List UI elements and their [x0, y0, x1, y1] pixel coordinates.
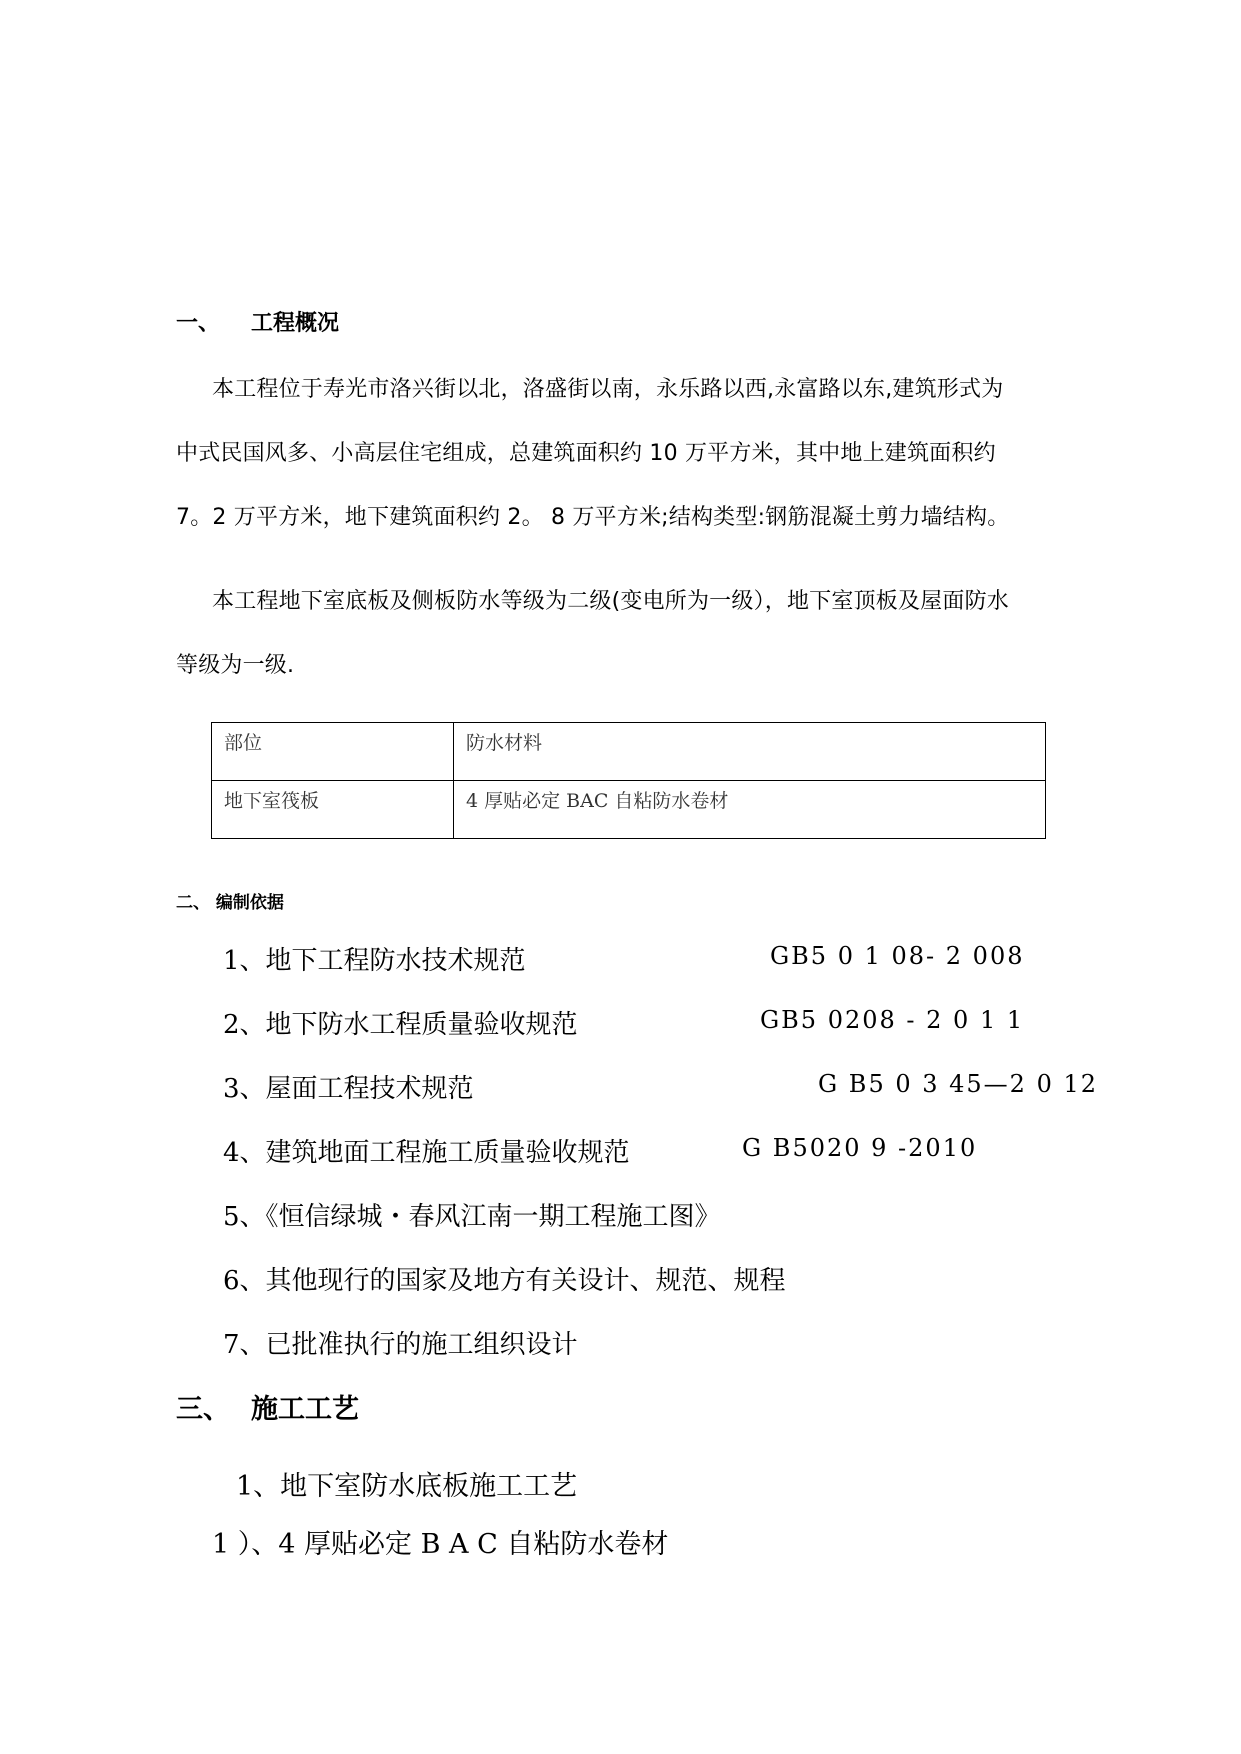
section2-title: 二、 编制依据 — [176, 893, 284, 913]
reference-item-code: GB5 0 1 08- 2 008 — [770, 942, 1025, 970]
paragraph2-line2: 等级为一级. — [176, 653, 295, 678]
paragraph1-line1: 本工程位于寿光市洛兴街以北，洛盛街以南，永乐路以西,永富路以东,建筑形式为 — [212, 377, 1004, 402]
table-header-row — [212, 723, 1046, 781]
step-heading: 1、地下室防水底板施工工艺 — [236, 1471, 578, 1502]
section3-number: 三、 — [176, 1394, 230, 1425]
table-row — [212, 781, 1046, 839]
reference-item-label: 4、建筑地面工程施工质量验收规范 — [223, 1138, 630, 1168]
table-header-cell: 部位 — [212, 723, 454, 781]
table-cell: 地下室筏板 — [212, 781, 454, 839]
reference-item-code: G B5020 9 -2010 — [742, 1134, 978, 1162]
reference-item-label: 7、已批准执行的施工组织设计 — [223, 1330, 578, 1360]
paragraph1-line3: 7。2 万平方米，地下建筑面积约 2。 8 万平方米;结构类型:钢筋混凝土剪力墙结构。 — [176, 505, 1010, 530]
reference-item-label: 6、其他现行的国家及地方有关设计、规范、规程 — [223, 1266, 786, 1296]
step-subheading: 1 ）、4 厚贴必定 B A C 自粘防水卷材 — [212, 1529, 669, 1560]
section3-title: 施工工艺 — [251, 1394, 359, 1425]
reference-item-label: 1、地下工程防水技术规范 — [223, 946, 526, 976]
paragraph2-line1: 本工程地下室底板及侧板防水等级为二级(变电所为一级），地下室顶板及屋面防水 — [212, 589, 1009, 614]
reference-item-label: 5、《恒信绿城・春风江南一期工程施工图》 — [223, 1202, 721, 1232]
table-header-cell: 防水材料 — [454, 723, 1046, 781]
waterproof-material-table — [211, 722, 1046, 839]
paragraph1-line2: 中式民国风多、小高层住宅组成，总建筑面积约 10 万平方米，其中地上建筑面积约 — [176, 441, 996, 466]
reference-item-code: GB5 0208 - 2 0 1 1 — [760, 1006, 1025, 1034]
reference-item-code: G B5 0 3 45—2 0 12 — [818, 1070, 1099, 1098]
reference-item-label: 3、屋面工程技术规范 — [223, 1074, 474, 1104]
section1-title: 工程概况 — [251, 311, 340, 336]
reference-item-label: 2、地下防水工程质量验收规范 — [223, 1010, 578, 1040]
section1-number: 一、 — [176, 311, 221, 336]
table-cell: 4 厚贴必定 BAC 自粘防水卷材 — [454, 781, 1046, 839]
